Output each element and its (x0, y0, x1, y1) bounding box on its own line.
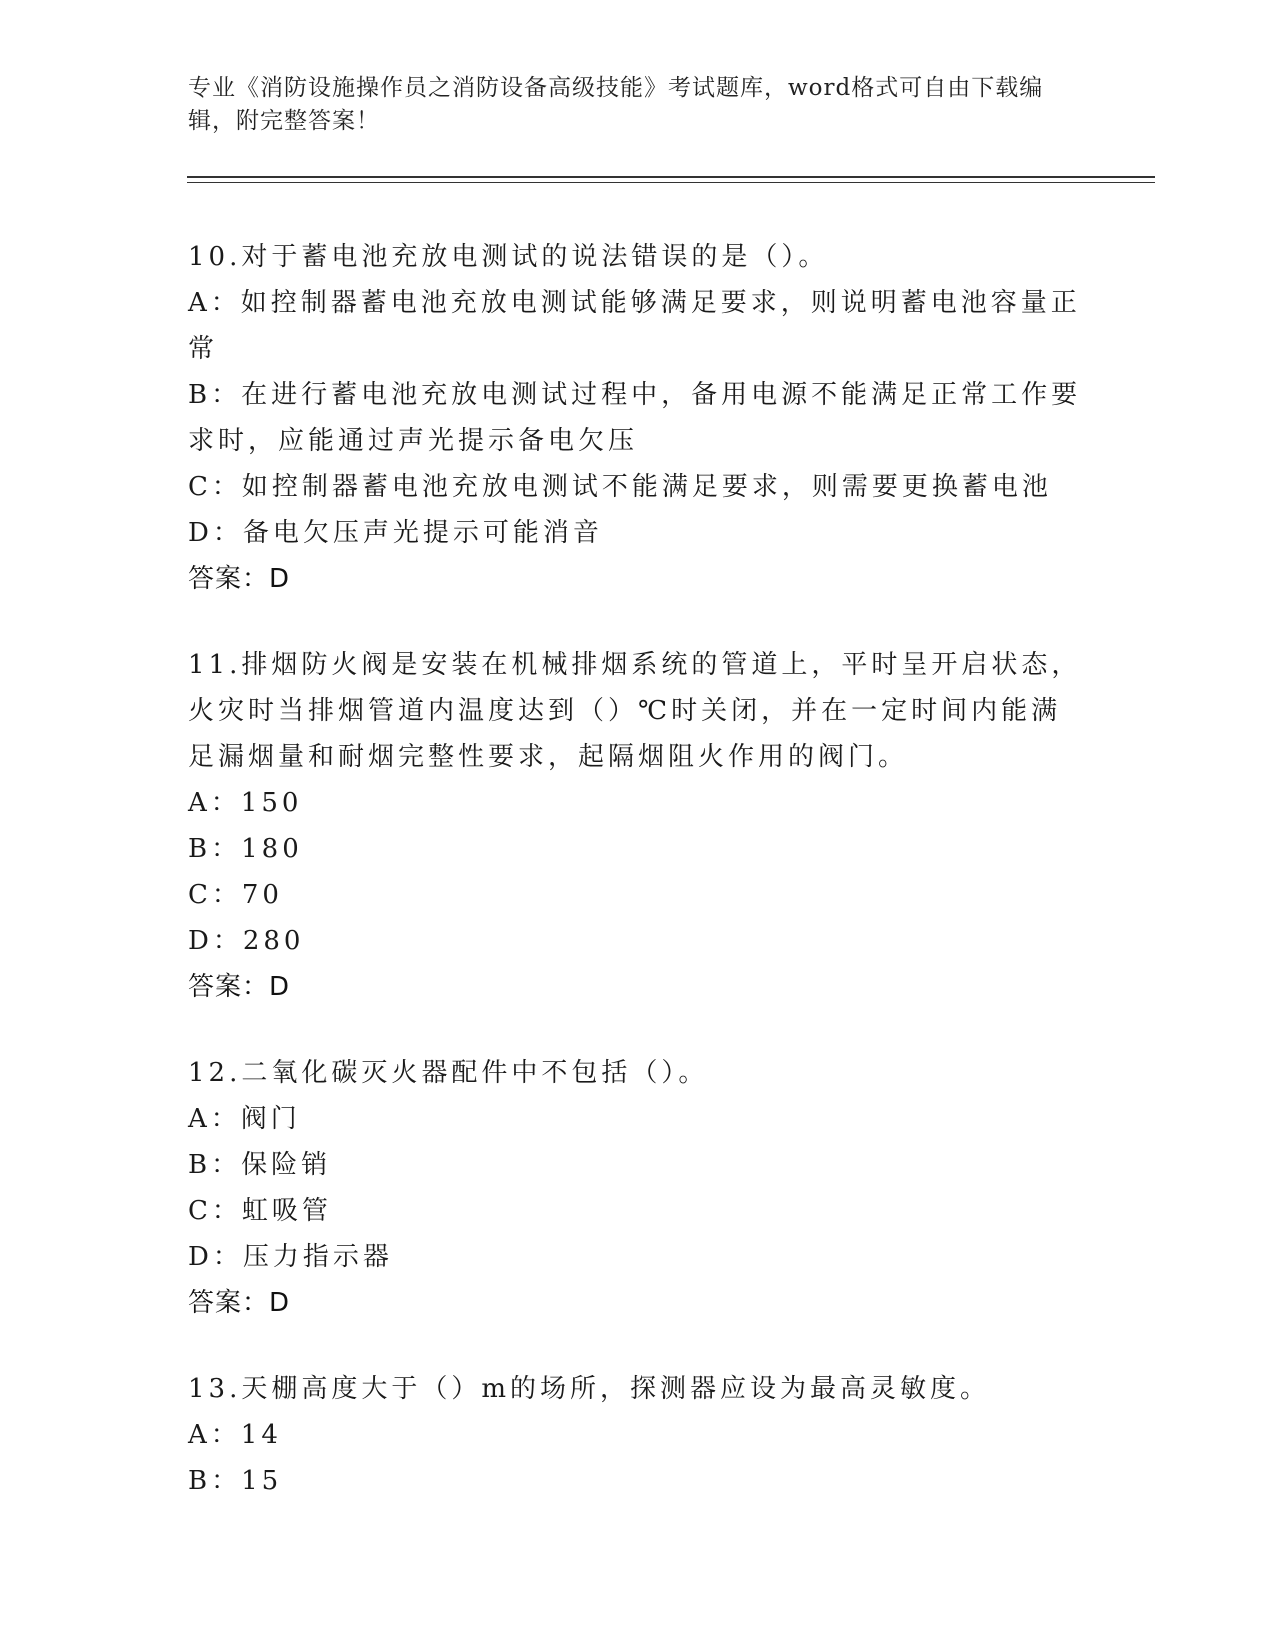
question-stem: 12.二氧化碳灭火器配件中不包括（）。 (188, 1058, 709, 1088)
option-a: A：150 (188, 788, 303, 818)
option-c: C：虹吸管 (188, 1196, 332, 1226)
question-11 (188, 642, 1088, 1010)
question-stem: 10.对于蓄电池充放电测试的说法错误的是（）。 (188, 242, 829, 272)
answer-line: 答案：D (188, 564, 291, 594)
header-divider-thin (187, 182, 1155, 183)
option-c: C：70 (188, 880, 283, 910)
question-stem: 11.排烟防火阀是安装在机械排烟系统的管道上，平时呈开启状态，火灾时当排烟管道内温度达到（）℃时关闭，并在一定时间内能满足漏烟量和耐烟完整性要求，起隔烟阻火作用的阀门。 (188, 650, 1082, 772)
question-12 (188, 1050, 1088, 1326)
option-c: C：如控制器蓄电池充放电测试不能满足要求，则需要更换蓄电池 (188, 472, 1052, 502)
option-b: B：保险销 (188, 1150, 332, 1180)
answer-line: 答案：D (188, 1288, 291, 1318)
document-header: 专业《消防设施操作员之消防设备高级技能》考试题库，word格式可自由下载编辑，附完整答案！ (188, 75, 1044, 134)
question-stem: 13.天棚高度大于（）m的场所，探测器应设为最高灵敏度。 (188, 1374, 991, 1404)
option-d: D：压力指示器 (188, 1242, 393, 1272)
option-b: B：180 (188, 834, 303, 864)
option-d: D：备电欠压声光提示可能消音 (188, 518, 603, 548)
option-a: A：14 (188, 1420, 282, 1450)
header-divider-thick (187, 176, 1155, 178)
question-13 (188, 1366, 1088, 1504)
option-a: A：阀门 (188, 1104, 301, 1134)
option-b: B：15 (188, 1466, 283, 1496)
option-a: A：如控制器蓄电池充放电测试能够满足要求，则说明蓄电池容量正常 (188, 288, 1081, 364)
question-10 (188, 234, 1088, 602)
option-b: B：在进行蓄电池充放电测试过程中，备用电源不能满足正常工作要求时，应能通过声光提示备电欠压 (188, 380, 1082, 456)
answer-line: 答案：D (188, 972, 291, 1002)
option-d: D：280 (188, 926, 305, 956)
question-list (188, 234, 1088, 1544)
